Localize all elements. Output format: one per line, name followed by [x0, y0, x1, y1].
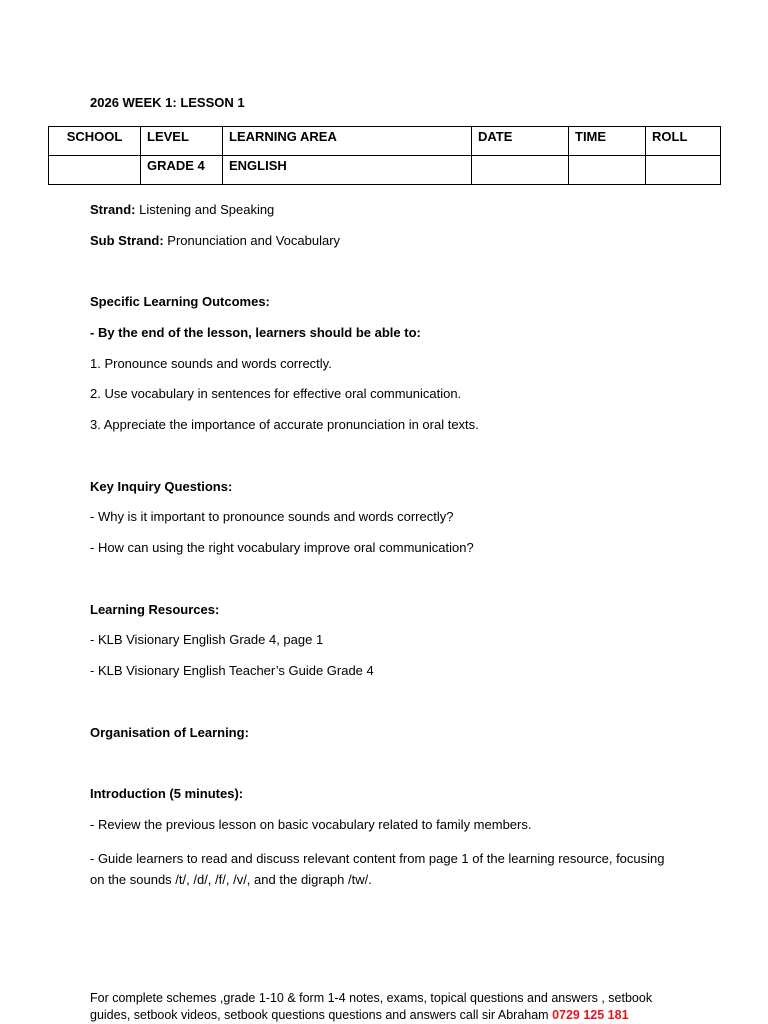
footer-phone: 0729 125 181	[552, 1008, 629, 1022]
outcome-item: 1. Pronounce sounds and words correctly.	[90, 356, 332, 371]
header-date: DATE	[472, 127, 569, 156]
lesson-info-table	[48, 126, 721, 185]
inquiry-heading: Key Inquiry Questions:	[90, 479, 233, 494]
resources-heading: Learning Resources:	[90, 602, 220, 617]
header-level: LEVEL	[141, 127, 223, 156]
footer-promo	[90, 990, 690, 1024]
outcome-item: 3. Appreciate the importance of accurate pronunciation in oral texts.	[90, 417, 479, 432]
table-row	[49, 156, 721, 185]
inquiry-item: - How can using the right vocabulary improve oral communication?	[90, 540, 474, 555]
cell-roll	[646, 156, 721, 185]
organisation-heading: Organisation of Learning:	[90, 725, 249, 740]
outcome-item: 2. Use vocabulary in sentences for effective oral communication.	[90, 386, 462, 401]
introduction-item: - Guide learners to read and discuss relevant content from page 1 of the learning resource, focusing on the sounds /t/, /d/, /f/, /v/, and the digraph /tw/.	[90, 851, 665, 887]
sub-strand-line	[90, 233, 340, 249]
sub-strand-value: Pronunciation and Vocabulary	[167, 233, 341, 248]
cell-date	[472, 156, 569, 185]
header-school: SCHOOL	[49, 127, 141, 156]
resource-item: - KLB Visionary English Grade 4, page 1	[90, 632, 324, 647]
header-roll: ROLL	[646, 127, 721, 156]
cell-time	[569, 156, 646, 185]
footer-text: For complete schemes ,grade 1-10 & form 1-4 notes, exams, topical questions and answers , setbook guides, setbook videos, setbook questions questions and answers call sir Abraham	[90, 991, 653, 1022]
strand-value: Listening and Speaking	[139, 202, 275, 217]
resource-item: - KLB Visionary English Teacher’s Guide Grade 4	[90, 663, 374, 678]
strand-line	[90, 202, 274, 218]
table-header-row	[49, 127, 721, 156]
header-learning-area: LEARNING AREA	[223, 127, 472, 156]
inquiry-item: - Why is it important to pronounce sounds and words correctly?	[90, 509, 454, 524]
outcomes-intro: - By the end of the lesson, learners should be able to:	[90, 325, 421, 340]
outcomes-heading: Specific Learning Outcomes:	[90, 294, 270, 309]
introduction-heading: Introduction (5 minutes):	[90, 786, 244, 801]
document-title: 2026 WEEK 1: LESSON 1	[90, 95, 245, 110]
sub-strand-label: Sub Strand:	[90, 233, 164, 248]
cell-learning-area: ENGLISH	[223, 156, 472, 185]
strand-label: Strand:	[90, 202, 136, 217]
introduction-item: - Review the previous lesson on basic vocabulary related to family members.	[90, 817, 532, 832]
cell-school	[49, 156, 141, 185]
cell-level: GRADE 4	[141, 156, 223, 185]
header-time: TIME	[569, 127, 646, 156]
